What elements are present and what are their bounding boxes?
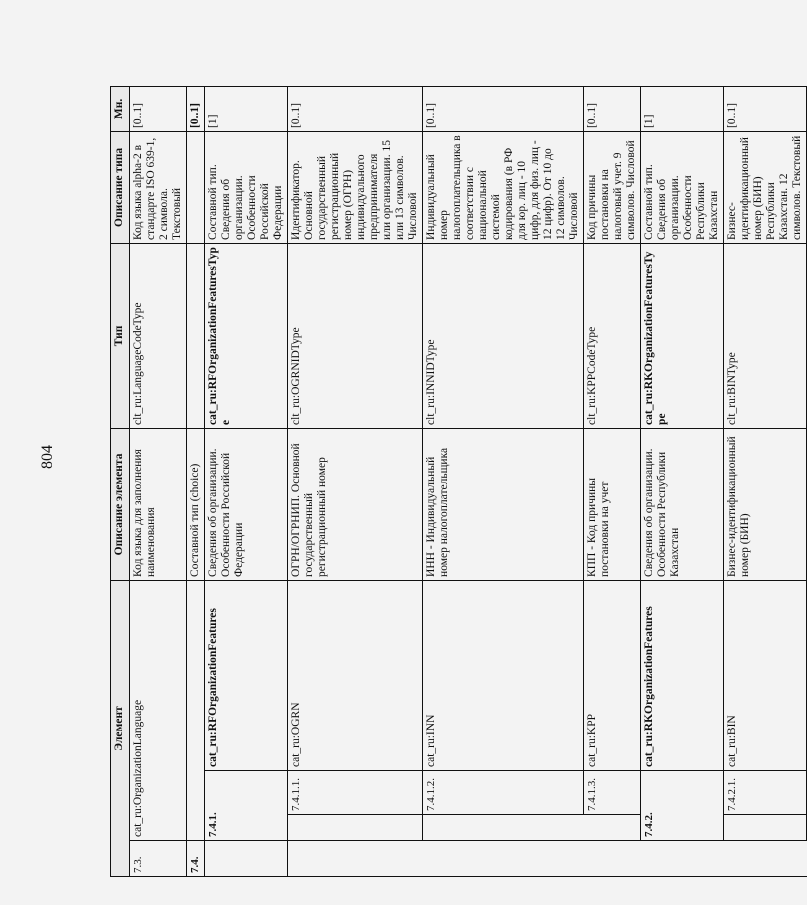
row-number: 7.4.1.3. — [584, 771, 641, 815]
row-type-description: Составной тип. Сведения об организации. Особенности Российской Федерации — [205, 131, 288, 243]
table-row — [187, 86, 205, 876]
table-row — [641, 86, 724, 876]
row-multiplicity: [0..1] — [288, 86, 423, 131]
row-description: ИНН - Индивидуальный номер налогоплательщика — [423, 428, 584, 580]
row-description: Бизнес-идентификационный номер (БИН) — [724, 428, 807, 580]
row-type: clt_ru:BINType — [724, 243, 807, 428]
row-type-description: Составной тип. Сведения об организации. Особенности Республики Казахстан — [641, 131, 724, 243]
indent-cell — [423, 841, 584, 877]
row-type-description: Код языка alpha-2 в стандарте ISO 639-1, 2 символа. Текстовый — [130, 131, 187, 243]
indent-cell — [288, 815, 423, 841]
row-number: 7.4.1.1. — [288, 771, 423, 815]
row-type: clt_ru:KPPCodeType — [584, 243, 641, 428]
indent-cell — [584, 841, 641, 877]
indent-cell — [288, 841, 423, 877]
document-table-container — [110, 87, 803, 877]
row-description: ОГРН/ОГРНИП. Основной государственный регистрационный номер — [288, 428, 423, 580]
row-type-description: Бизнес-идентификационный номер (БИН) Республики Казахстан. 12 символов. Текстовый — [724, 131, 807, 243]
indent-cell — [423, 815, 584, 841]
row-multiplicity: [1] — [205, 86, 288, 131]
row-number: 7.3. — [130, 841, 187, 877]
row-element: cat_ru:INN — [423, 580, 584, 770]
page-number: 804 — [39, 445, 56, 469]
table-row — [288, 86, 423, 876]
row-description: КПП - Код причины постановки на учет — [584, 428, 641, 580]
indent-cell — [205, 841, 288, 877]
header-multiplicity: Мн. — [111, 86, 130, 131]
table-row — [724, 86, 807, 876]
row-element — [187, 580, 205, 840]
row-element: cat_ru:OGRN — [288, 580, 423, 770]
row-multiplicity: [0..1] — [584, 86, 641, 131]
row-element: cat_ru:KPP — [584, 580, 641, 770]
row-number: 7.4.2. — [641, 771, 724, 841]
row-multiplicity: [0..1] — [724, 86, 807, 131]
header-description: Описание элемента — [111, 428, 130, 580]
indent-cell — [584, 815, 641, 841]
table-row — [205, 86, 288, 876]
row-number: 7.4.1. — [205, 771, 288, 841]
row-element: cat_ru:OrganizationLanguage — [130, 580, 187, 840]
row-element: cat_ru:RFOrganizationFeatures — [205, 580, 288, 770]
row-description: Код языка для заполнения наименования — [130, 428, 187, 580]
row-multiplicity: [1] — [641, 86, 724, 131]
row-type: clt_ru:INNIDType — [423, 243, 584, 428]
row-type-description — [187, 131, 205, 243]
row-multiplicity: [0..1] — [187, 86, 205, 131]
indent-cell — [641, 841, 724, 877]
row-type-description: Код причины постановки на налоговый учет. 9 символов. Числовой — [584, 131, 641, 243]
table-header-row — [111, 86, 130, 876]
row-multiplicity: [0..1] — [423, 86, 584, 131]
row-type-description: Идентификатор. Основной государственный регистрационный номер (ОГРН) индивидуального предпринимателя или организации. 15 или 13 символов. Числовой — [288, 131, 423, 243]
row-type-description: Индивидуальный номер налогоплательщика в соответствии с национальной системой кодирования (в РФ для юр. лиц - 10 цифр, для физ. лиц - 12 цифр). От 10 до 12 символов. Числовой — [423, 131, 584, 243]
row-type: clt_ru:OGRNIDType — [288, 243, 423, 428]
row-type: clt_ru:LanguageCodeType — [130, 243, 187, 428]
row-description: Сведения об организации. Особенности Российской Федерации — [205, 428, 288, 580]
row-number: 7.4.1.2. — [423, 771, 584, 815]
row-type — [187, 243, 205, 428]
row-type: cat_ru:RFOrganizationFeaturesType — [205, 243, 288, 428]
row-element: cat_ru:BIN — [724, 580, 807, 770]
table-row — [584, 86, 641, 876]
row-type: cat_ru:RKOrganizationFeaturesType — [641, 243, 724, 428]
header-element: Элемент — [111, 580, 130, 876]
row-number: 7.4.2.1. — [724, 771, 807, 815]
table-row — [423, 86, 584, 876]
schema-table — [110, 86, 807, 877]
header-type-description: Описание типа — [111, 131, 130, 243]
row-element: cat_ru:RKOrganizationFeatures — [641, 580, 724, 770]
header-type: Тип — [111, 243, 130, 428]
row-description: Составной тип (choice) — [187, 428, 205, 580]
indent-cell — [724, 815, 807, 841]
indent-cell — [724, 841, 807, 877]
row-multiplicity: [0..1] — [130, 86, 187, 131]
row-number: 7.4. — [187, 841, 205, 877]
table-row — [130, 86, 187, 876]
row-description: Сведения об организации. Особенности Республики Казахстан — [641, 428, 724, 580]
